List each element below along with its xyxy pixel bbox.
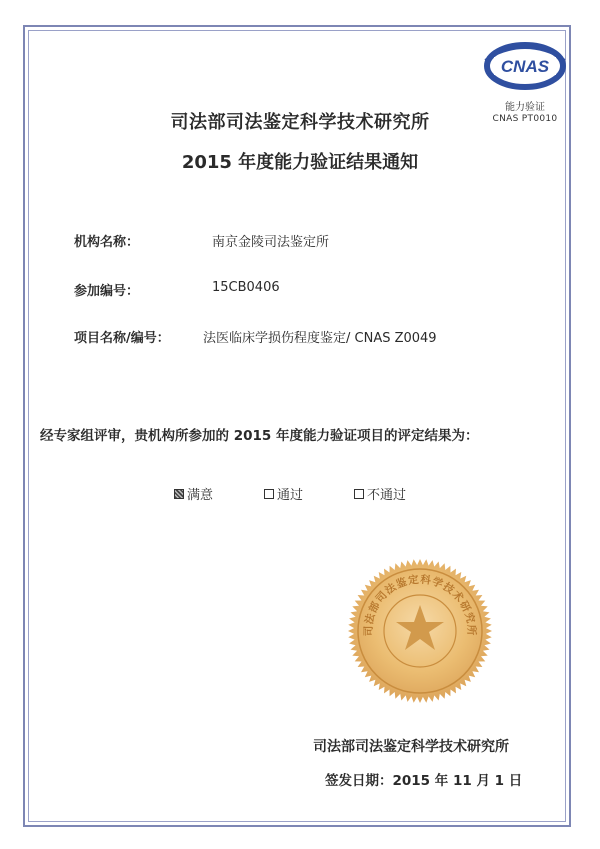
result-option-label: 不通过 <box>367 488 407 503</box>
official-seal <box>347 558 493 704</box>
cnas-emblem-icon <box>480 40 570 96</box>
result-option-label: 满意 <box>187 488 214 503</box>
cnas-brand-text: CNAS <box>500 57 550 76</box>
seal-icon <box>347 558 493 704</box>
institution-value: 南京金陵司法鉴定所 <box>212 235 330 250</box>
logo-subtitle: 能力验证 <box>505 102 545 113</box>
checked-checkbox-icon <box>174 489 184 499</box>
project-value: 法医临床学损伤程度鉴定/ CNAS Z0049 <box>203 331 437 346</box>
issue-date: 签发日期：2015 年 11 月 1 日 <box>325 773 523 789</box>
result-option-fail <box>354 484 406 503</box>
issuing-organization: 司法部司法鉴定科学技术研究所 <box>313 739 509 755</box>
institution-label: 机构名称： <box>74 235 140 250</box>
issuer-title: 司法部司法鉴定科学技术研究所 <box>170 112 430 133</box>
result-option-label: 通过 <box>277 488 304 503</box>
seal-text: 司法部司法鉴定科学技术研究所 <box>362 573 478 637</box>
document-title: 2015 年度能力验证结果通知 <box>181 152 419 173</box>
project-label: 项目名称/编号： <box>74 331 170 346</box>
unchecked-checkbox-icon <box>264 489 274 499</box>
result-option-satisfactory <box>174 484 213 503</box>
logo-code: CNAS PT0010 <box>492 114 558 124</box>
result-option-pass <box>264 484 303 503</box>
participant-number-value: 15CB0406 <box>212 280 280 295</box>
participant-number-label: 参加编号： <box>74 284 140 299</box>
unchecked-checkbox-icon <box>354 489 364 499</box>
evaluation-statement: 经专家组评审，贵机构所参加的 2015 年度能力验证项目的评定结果为： <box>40 428 479 444</box>
